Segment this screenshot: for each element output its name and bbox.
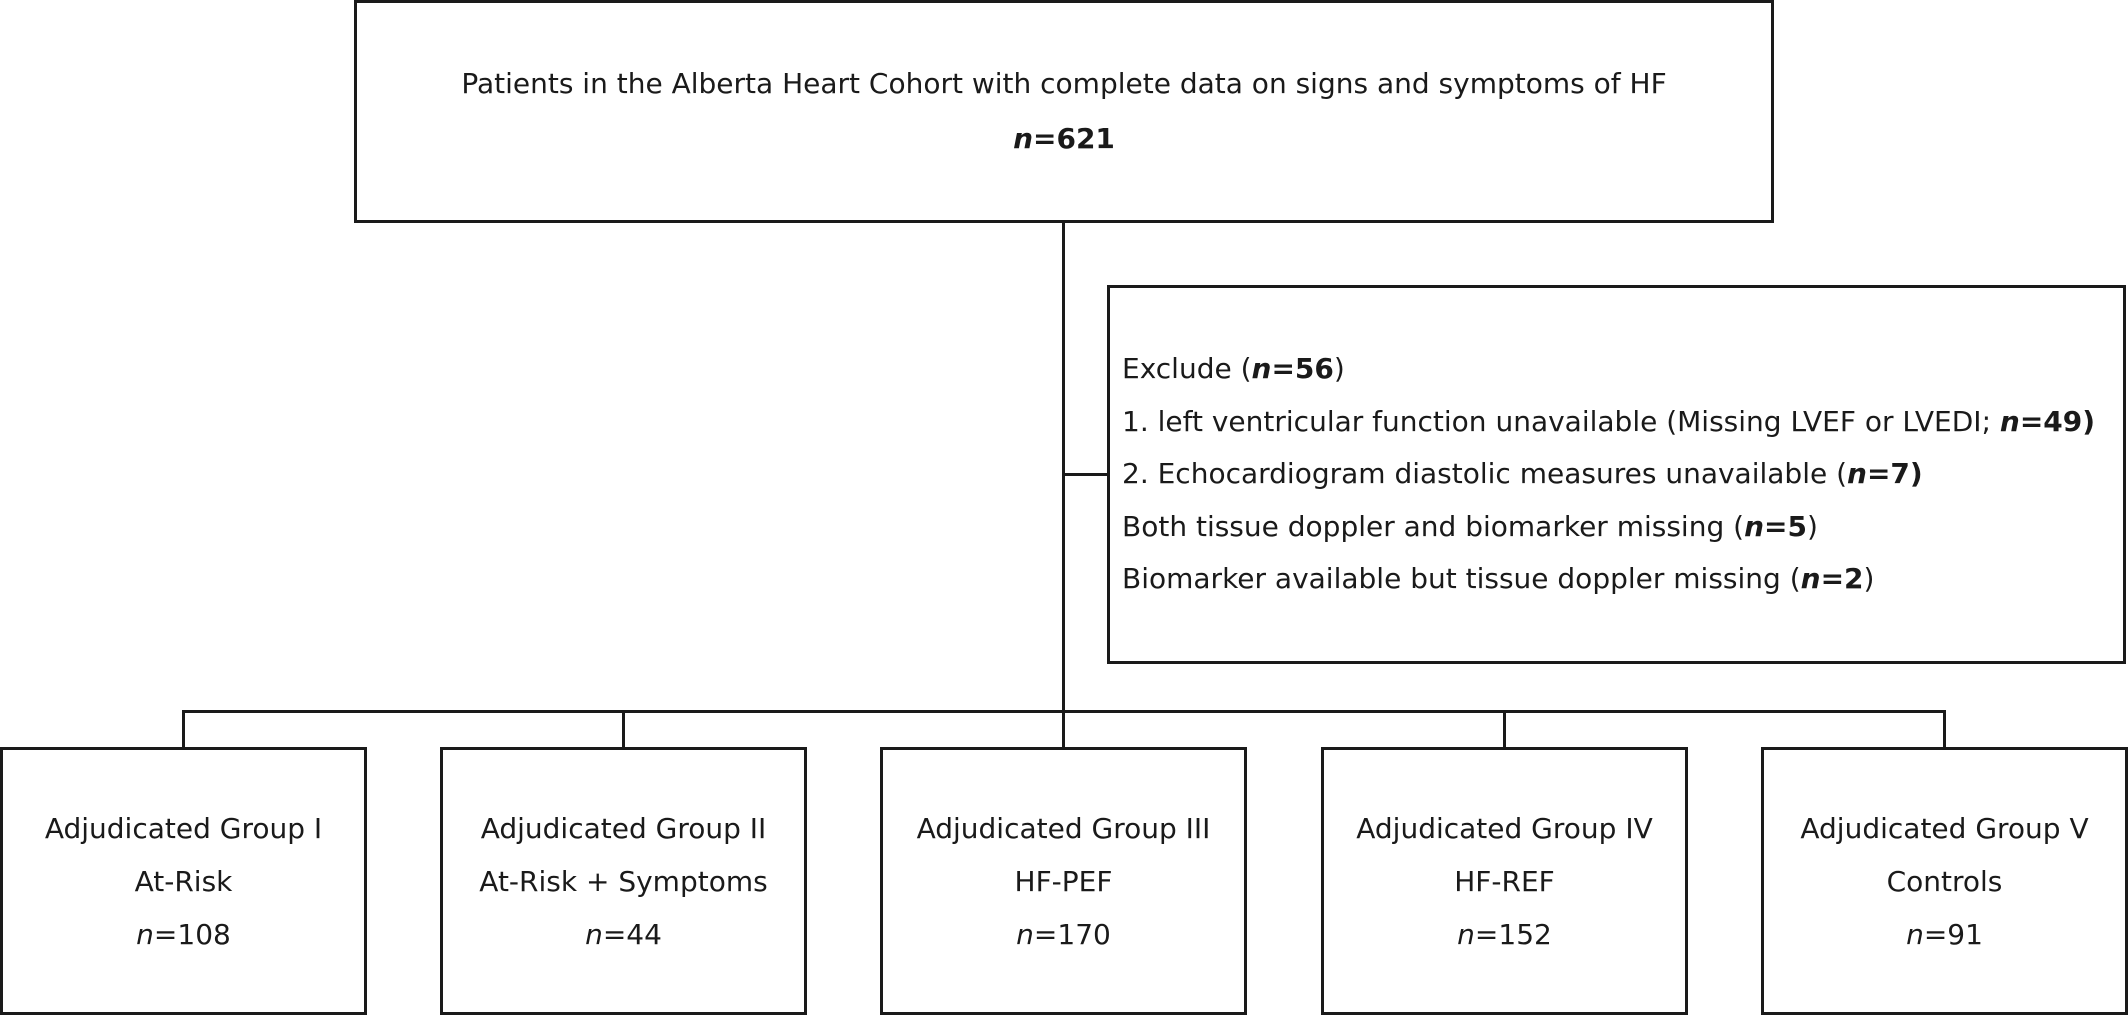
group-count: n=152 xyxy=(1457,917,1552,951)
cohort-n-value: =621 xyxy=(1033,121,1115,155)
group-count: n=44 xyxy=(585,917,662,951)
exclusion-reason-diastolic: 2. Echocardiogram diastolic measures unavailable (n=7) xyxy=(1122,457,1923,491)
group-count: n=108 xyxy=(136,917,231,951)
group-bus-connector xyxy=(182,710,1946,713)
exclusion-box xyxy=(1107,285,2126,664)
group-title: Adjudicated Group I xyxy=(44,811,323,845)
group-subtitle: HF-PEF xyxy=(1014,864,1113,898)
group-i-connector xyxy=(182,710,185,749)
exclusion-reason-lv-function: 1. left ventricular function unavailable (Missing LVEF or LVEDI; n=49) xyxy=(1122,404,2096,438)
exclusion-both-missing: Both tissue doppler and biomarker missing (n=5) xyxy=(1122,509,1818,543)
exclusion-total: Exclude (n=56) xyxy=(1122,352,1345,386)
group-count: n=170 xyxy=(1016,917,1111,951)
group-title: Adjudicated Group II xyxy=(480,811,767,845)
group-title: Adjudicated Group III xyxy=(916,811,1211,845)
group-subtitle: HF-REF xyxy=(1454,864,1555,898)
exclusion-doppler-missing: Biomarker available but tissue doppler missing (n=2) xyxy=(1122,562,1875,596)
cohort-title: Patients in the Alberta Heart Cohort with complete data on signs and symptoms of HF xyxy=(461,66,1667,100)
cohort-n-label: n xyxy=(1013,121,1033,155)
group-title: Adjudicated Group IV xyxy=(1356,811,1653,845)
group-iv-box xyxy=(1321,747,1688,1015)
group-i-box xyxy=(0,747,367,1015)
group-subtitle: At-Risk xyxy=(134,864,233,898)
group-title: Adjudicated Group V xyxy=(1800,811,2089,845)
cohort-count xyxy=(1013,112,1115,167)
group-v-connector xyxy=(1943,710,1946,749)
group-iv-connector xyxy=(1503,710,1506,749)
group-v-box xyxy=(1761,747,2128,1015)
exclusion-connector xyxy=(1062,473,1109,476)
group-subtitle: At-Risk + Symptoms xyxy=(479,864,768,898)
trunk-connector xyxy=(1062,221,1065,749)
group-count: n=91 xyxy=(1906,917,1983,951)
cohort-box xyxy=(354,0,1774,223)
group-ii-connector xyxy=(622,710,625,749)
group-iii-box xyxy=(880,747,1247,1015)
group-ii-box xyxy=(440,747,807,1015)
group-subtitle: Controls xyxy=(1886,864,2003,898)
